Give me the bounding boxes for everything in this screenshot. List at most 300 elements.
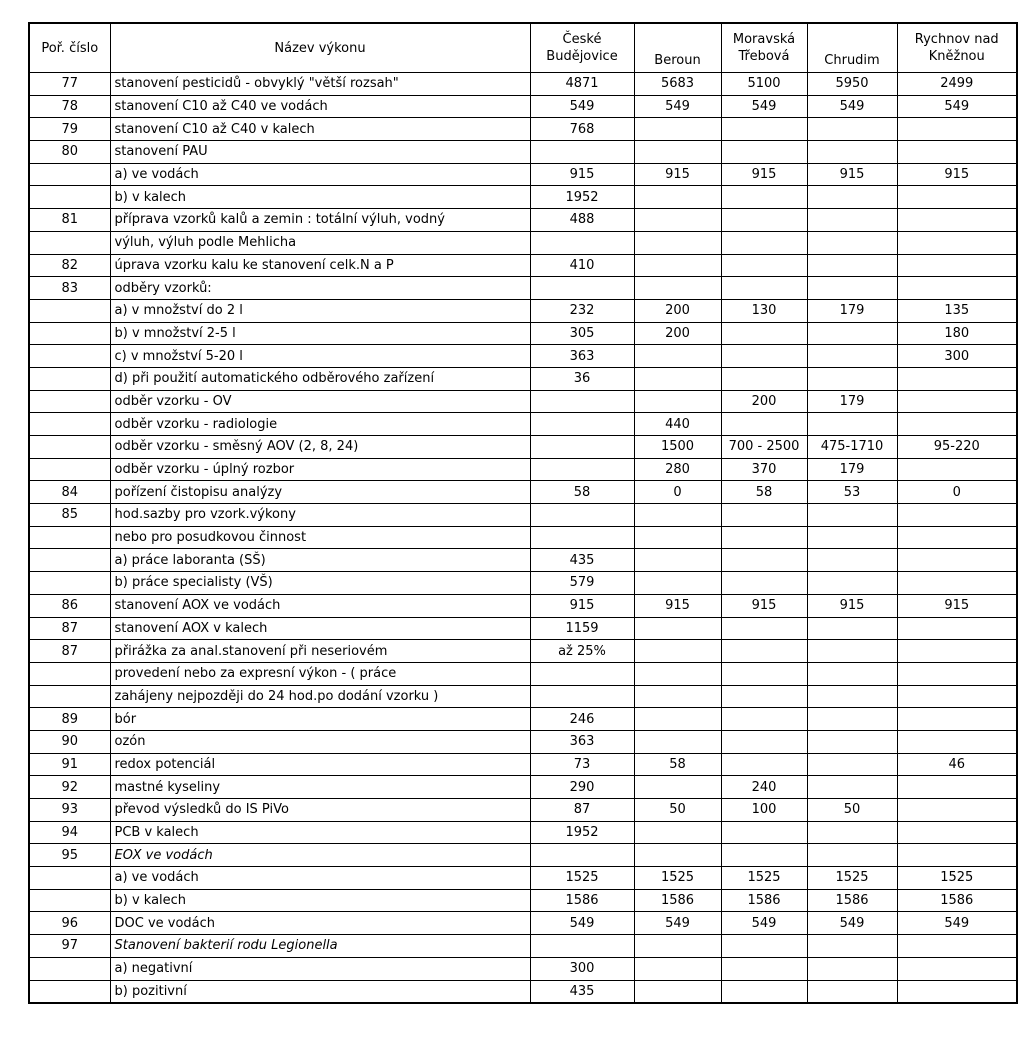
row-number <box>29 367 110 390</box>
price-beroun: 1500 <box>634 436 721 459</box>
header-rk-line1: Rychnov nad <box>914 32 999 47</box>
row-name: převod výsledků do IS PiVo <box>110 799 530 822</box>
price-chrudim: 5950 <box>807 73 897 96</box>
row-name: stanovení C10 až C40 ve vodách <box>110 95 530 118</box>
row-name: stanovení pesticidů - obvyklý "větší rozsah" <box>110 73 530 96</box>
price-rychnov: 0 <box>897 481 1017 504</box>
price-chrudim <box>807 776 897 799</box>
price-moravska-trebova <box>721 753 807 776</box>
row-number <box>29 299 110 322</box>
row-name: stanovení C10 až C40 v kalech <box>110 118 530 141</box>
table-row <box>29 821 1017 844</box>
row-number <box>29 685 110 708</box>
price-chrudim <box>807 209 897 232</box>
price-rychnov <box>897 549 1017 572</box>
header-mt-line2: Třebová <box>738 49 790 64</box>
price-chrudim: 1525 <box>807 867 897 890</box>
row-name: výluh, výluh podle Mehlicha <box>110 231 530 254</box>
price-chrudim <box>807 640 897 663</box>
row-name: hod.sazby pro vzork.výkony <box>110 504 530 527</box>
row-name: nebo pro posudkovou činnost <box>110 526 530 549</box>
price-beroun: 1525 <box>634 867 721 890</box>
price-moravska-trebova <box>721 186 807 209</box>
table-row <box>29 708 1017 731</box>
price-beroun <box>634 617 721 640</box>
price-chrudim <box>807 957 897 980</box>
table-row <box>29 640 1017 663</box>
row-number: 85 <box>29 504 110 527</box>
row-name: c) v množství 5-20 l <box>110 345 530 368</box>
table-row <box>29 390 1017 413</box>
row-number: 87 <box>29 617 110 640</box>
row-name: příprava vzorků kalů a zemin : totální výluh, vodný <box>110 209 530 232</box>
row-number <box>29 436 110 459</box>
price-chrudim <box>807 367 897 390</box>
price-moravska-trebova: 5100 <box>721 73 807 96</box>
price-moravska-trebova <box>721 844 807 867</box>
price-rychnov <box>897 231 1017 254</box>
row-name: Stanovení bakterií rodu Legionella <box>110 935 530 958</box>
price-rychnov <box>897 367 1017 390</box>
price-beroun <box>634 504 721 527</box>
price-rychnov <box>897 209 1017 232</box>
row-name: bór <box>110 708 530 731</box>
row-number <box>29 526 110 549</box>
price-rychnov <box>897 935 1017 958</box>
price-ceske-budejovice: 768 <box>530 118 634 141</box>
row-name: b) v množství 2-5 l <box>110 322 530 345</box>
price-table <box>28 22 1018 1004</box>
price-beroun: 200 <box>634 299 721 322</box>
price-moravska-trebova <box>721 277 807 300</box>
price-ceske-budejovice <box>530 458 634 481</box>
price-moravska-trebova <box>721 118 807 141</box>
table-row <box>29 867 1017 890</box>
price-ceske-budejovice <box>530 935 634 958</box>
price-rychnov <box>897 957 1017 980</box>
row-number <box>29 413 110 436</box>
price-rychnov: 2499 <box>897 73 1017 96</box>
table-row <box>29 685 1017 708</box>
price-chrudim <box>807 821 897 844</box>
price-rychnov <box>897 254 1017 277</box>
header-cb-line2: Budějovice <box>546 49 618 64</box>
row-name: provedení nebo za expresní výkon - ( práce <box>110 662 530 685</box>
price-moravska-trebova: 100 <box>721 799 807 822</box>
price-ceske-budejovice: 1525 <box>530 867 634 890</box>
row-name: přirážka za anal.stanovení při neseriovém <box>110 640 530 663</box>
price-chrudim <box>807 730 897 753</box>
row-name: EOX ve vodách <box>110 844 530 867</box>
price-ceske-budejovice <box>530 231 634 254</box>
table-row <box>29 526 1017 549</box>
table-row <box>29 345 1017 368</box>
price-beroun: 549 <box>634 95 721 118</box>
table-row <box>29 118 1017 141</box>
price-rychnov <box>897 572 1017 595</box>
row-name: odběr vzorku - směsný AOV (2, 8, 24) <box>110 436 530 459</box>
price-beroun <box>634 367 721 390</box>
table-row <box>29 594 1017 617</box>
price-chrudim <box>807 572 897 595</box>
price-moravska-trebova <box>721 549 807 572</box>
row-name: ozón <box>110 730 530 753</box>
price-chrudim <box>807 980 897 1003</box>
price-ceske-budejovice: 87 <box>530 799 634 822</box>
price-moravska-trebova <box>721 708 807 731</box>
price-beroun <box>634 549 721 572</box>
table-row <box>29 95 1017 118</box>
row-number <box>29 163 110 186</box>
price-rychnov <box>897 708 1017 731</box>
price-beroun <box>634 345 721 368</box>
row-number: 89 <box>29 708 110 731</box>
row-number: 95 <box>29 844 110 867</box>
price-ceske-budejovice: 915 <box>530 594 634 617</box>
row-name: b) práce specialisty (VŠ) <box>110 572 530 595</box>
header-rk-line2: Kněžnou <box>928 49 985 64</box>
price-rychnov: 915 <box>897 163 1017 186</box>
row-name: odběr vzorku - úplný rozbor <box>110 458 530 481</box>
price-moravska-trebova <box>721 345 807 368</box>
price-beroun: 280 <box>634 458 721 481</box>
table-row <box>29 73 1017 96</box>
table-row <box>29 163 1017 186</box>
price-moravska-trebova <box>721 730 807 753</box>
row-number: 83 <box>29 277 110 300</box>
price-ceske-budejovice <box>530 526 634 549</box>
price-chrudim <box>807 118 897 141</box>
row-name: a) ve vodách <box>110 867 530 890</box>
header-cb-line1: České <box>562 32 602 47</box>
row-number <box>29 572 110 595</box>
row-number: 91 <box>29 753 110 776</box>
price-moravska-trebova: 549 <box>721 912 807 935</box>
price-chrudim <box>807 844 897 867</box>
price-chrudim <box>807 685 897 708</box>
price-beroun <box>634 776 721 799</box>
table-row <box>29 231 1017 254</box>
price-rychnov: 549 <box>897 95 1017 118</box>
price-chrudim <box>807 617 897 640</box>
price-chrudim: 915 <box>807 594 897 617</box>
table-row <box>29 504 1017 527</box>
price-beroun <box>634 662 721 685</box>
price-beroun <box>634 186 721 209</box>
price-ceske-budejovice <box>530 662 634 685</box>
row-number <box>29 662 110 685</box>
price-beroun: 50 <box>634 799 721 822</box>
price-rychnov <box>897 821 1017 844</box>
row-number <box>29 345 110 368</box>
price-chrudim: 53 <box>807 481 897 504</box>
price-beroun <box>634 141 721 164</box>
price-ceske-budejovice <box>530 141 634 164</box>
row-number: 78 <box>29 95 110 118</box>
price-chrudim <box>807 277 897 300</box>
row-number <box>29 980 110 1003</box>
row-name: stanovení AOX ve vodách <box>110 594 530 617</box>
price-moravska-trebova <box>721 254 807 277</box>
price-ceske-budejovice: 488 <box>530 209 634 232</box>
row-number <box>29 322 110 345</box>
table-row <box>29 730 1017 753</box>
price-beroun <box>634 390 721 413</box>
header-number: Poř. číslo <box>29 23 110 73</box>
price-moravska-trebova: 700 - 2500 <box>721 436 807 459</box>
price-rychnov: 915 <box>897 594 1017 617</box>
price-ceske-budejovice <box>530 413 634 436</box>
row-number: 92 <box>29 776 110 799</box>
table-row <box>29 141 1017 164</box>
row-name: a) ve vodách <box>110 163 530 186</box>
price-beroun <box>634 685 721 708</box>
price-rychnov <box>897 458 1017 481</box>
price-rychnov: 549 <box>897 912 1017 935</box>
price-chrudim <box>807 504 897 527</box>
price-ceske-budejovice: 915 <box>530 163 634 186</box>
price-rychnov: 46 <box>897 753 1017 776</box>
header-ceske-budejovice <box>530 23 634 73</box>
price-moravska-trebova <box>721 322 807 345</box>
table-row <box>29 753 1017 776</box>
row-number: 87 <box>29 640 110 663</box>
price-beroun <box>634 254 721 277</box>
price-moravska-trebova: 240 <box>721 776 807 799</box>
price-ceske-budejovice: 363 <box>530 730 634 753</box>
table-row <box>29 299 1017 322</box>
row-name: a) práce laboranta (SŠ) <box>110 549 530 572</box>
row-name: b) v kalech <box>110 186 530 209</box>
price-beroun: 0 <box>634 481 721 504</box>
price-ceske-budejovice: 1159 <box>530 617 634 640</box>
row-number <box>29 867 110 890</box>
price-chrudim <box>807 231 897 254</box>
price-ceske-budejovice <box>530 436 634 459</box>
row-number <box>29 458 110 481</box>
price-beroun <box>634 821 721 844</box>
price-ceske-budejovice: 305 <box>530 322 634 345</box>
price-moravska-trebova <box>721 957 807 980</box>
price-chrudim <box>807 186 897 209</box>
table-row <box>29 776 1017 799</box>
row-number <box>29 231 110 254</box>
row-number: 84 <box>29 481 110 504</box>
price-chrudim: 549 <box>807 912 897 935</box>
row-number: 94 <box>29 821 110 844</box>
price-beroun: 915 <box>634 163 721 186</box>
price-moravska-trebova <box>721 231 807 254</box>
price-rychnov <box>897 141 1017 164</box>
table-row <box>29 209 1017 232</box>
price-rychnov <box>897 844 1017 867</box>
price-chrudim: 179 <box>807 458 897 481</box>
row-number: 90 <box>29 730 110 753</box>
price-ceske-budejovice: 435 <box>530 980 634 1003</box>
price-moravska-trebova <box>721 572 807 595</box>
price-moravska-trebova: 549 <box>721 95 807 118</box>
price-beroun <box>634 526 721 549</box>
price-rychnov <box>897 504 1017 527</box>
table-row <box>29 186 1017 209</box>
price-beroun <box>634 730 721 753</box>
price-ceske-budejovice: 1952 <box>530 186 634 209</box>
price-rychnov: 1525 <box>897 867 1017 890</box>
header-beroun: Beroun <box>634 23 721 73</box>
price-ceske-budejovice: 246 <box>530 708 634 731</box>
price-chrudim <box>807 141 897 164</box>
price-ceske-budejovice: 36 <box>530 367 634 390</box>
price-chrudim <box>807 549 897 572</box>
row-number: 80 <box>29 141 110 164</box>
row-name: odběry vzorků: <box>110 277 530 300</box>
row-name: odběr vzorku - radiologie <box>110 413 530 436</box>
price-chrudim <box>807 935 897 958</box>
row-name: zahájeny nejpozději do 24 hod.po dodání vzorku ) <box>110 685 530 708</box>
price-moravska-trebova: 370 <box>721 458 807 481</box>
table-row <box>29 458 1017 481</box>
price-beroun: 58 <box>634 753 721 776</box>
header-name: Název výkonu <box>110 23 530 73</box>
row-name: b) pozitivní <box>110 980 530 1003</box>
table-row <box>29 572 1017 595</box>
price-ceske-budejovice: 232 <box>530 299 634 322</box>
row-name: a) v množství do 2 l <box>110 299 530 322</box>
price-moravska-trebova <box>721 662 807 685</box>
table-row <box>29 799 1017 822</box>
price-chrudim: 915 <box>807 163 897 186</box>
row-number <box>29 390 110 413</box>
row-number: 97 <box>29 935 110 958</box>
table-row <box>29 662 1017 685</box>
price-beroun: 549 <box>634 912 721 935</box>
price-rychnov <box>897 118 1017 141</box>
row-name: PCB v kalech <box>110 821 530 844</box>
header-mt-line1: Moravská <box>732 32 796 47</box>
price-chrudim <box>807 662 897 685</box>
price-ceske-budejovice: až 25% <box>530 640 634 663</box>
price-chrudim <box>807 526 897 549</box>
row-name: stanovení PAU <box>110 141 530 164</box>
price-rychnov <box>897 186 1017 209</box>
price-rychnov: 95-220 <box>897 436 1017 459</box>
price-beroun: 200 <box>634 322 721 345</box>
row-number: 96 <box>29 912 110 935</box>
price-rychnov <box>897 730 1017 753</box>
price-beroun <box>634 640 721 663</box>
header-rychnov <box>897 23 1017 73</box>
table-row <box>29 844 1017 867</box>
header-chrudim: Chrudim <box>807 23 897 73</box>
table-row <box>29 322 1017 345</box>
price-moravska-trebova <box>721 980 807 1003</box>
price-moravska-trebova <box>721 640 807 663</box>
price-beroun: 915 <box>634 594 721 617</box>
price-moravska-trebova: 1586 <box>721 889 807 912</box>
price-rychnov <box>897 617 1017 640</box>
price-rychnov <box>897 413 1017 436</box>
price-moravska-trebova <box>721 504 807 527</box>
price-moravska-trebova <box>721 367 807 390</box>
table-row <box>29 254 1017 277</box>
table-row <box>29 889 1017 912</box>
price-rychnov <box>897 277 1017 300</box>
row-number: 86 <box>29 594 110 617</box>
price-ceske-budejovice <box>530 844 634 867</box>
price-moravska-trebova <box>721 935 807 958</box>
row-name: pořízení čistopisu analýzy <box>110 481 530 504</box>
price-ceske-budejovice: 549 <box>530 95 634 118</box>
row-number <box>29 889 110 912</box>
price-beroun <box>634 231 721 254</box>
price-ceske-budejovice: 579 <box>530 572 634 595</box>
price-moravska-trebova: 130 <box>721 299 807 322</box>
row-name: b) v kalech <box>110 889 530 912</box>
header-moravska-trebova <box>721 23 807 73</box>
price-ceske-budejovice: 1952 <box>530 821 634 844</box>
price-ceske-budejovice: 290 <box>530 776 634 799</box>
price-ceske-budejovice: 58 <box>530 481 634 504</box>
price-ceske-budejovice <box>530 504 634 527</box>
price-ceske-budejovice <box>530 685 634 708</box>
price-moravska-trebova <box>721 685 807 708</box>
row-number: 93 <box>29 799 110 822</box>
price-ceske-budejovice: 435 <box>530 549 634 572</box>
price-moravska-trebova: 915 <box>721 594 807 617</box>
row-name: redox potenciál <box>110 753 530 776</box>
price-rychnov <box>897 685 1017 708</box>
price-rychnov <box>897 390 1017 413</box>
price-ceske-budejovice <box>530 390 634 413</box>
price-beroun: 440 <box>634 413 721 436</box>
price-ceske-budejovice: 4871 <box>530 73 634 96</box>
price-ceske-budejovice: 1586 <box>530 889 634 912</box>
row-number: 82 <box>29 254 110 277</box>
row-name: stanovení AOX v kalech <box>110 617 530 640</box>
table-row <box>29 617 1017 640</box>
table-row <box>29 436 1017 459</box>
price-beroun <box>634 980 721 1003</box>
table-row <box>29 957 1017 980</box>
price-beroun: 1586 <box>634 889 721 912</box>
price-rychnov: 300 <box>897 345 1017 368</box>
price-beroun <box>634 957 721 980</box>
row-name: DOC ve vodách <box>110 912 530 935</box>
price-ceske-budejovice: 410 <box>530 254 634 277</box>
table-row <box>29 912 1017 935</box>
price-rychnov <box>897 640 1017 663</box>
price-chrudim: 179 <box>807 390 897 413</box>
price-rychnov: 180 <box>897 322 1017 345</box>
table-row <box>29 980 1017 1003</box>
price-ceske-budejovice: 549 <box>530 912 634 935</box>
price-rychnov <box>897 980 1017 1003</box>
price-rychnov <box>897 776 1017 799</box>
price-rychnov <box>897 526 1017 549</box>
price-chrudim <box>807 345 897 368</box>
price-chrudim <box>807 322 897 345</box>
price-chrudim <box>807 753 897 776</box>
row-number <box>29 186 110 209</box>
price-chrudim: 50 <box>807 799 897 822</box>
price-moravska-trebova <box>721 821 807 844</box>
price-chrudim: 475-1710 <box>807 436 897 459</box>
table-row <box>29 935 1017 958</box>
row-number <box>29 549 110 572</box>
price-ceske-budejovice <box>530 277 634 300</box>
price-moravska-trebova <box>721 617 807 640</box>
price-chrudim: 549 <box>807 95 897 118</box>
